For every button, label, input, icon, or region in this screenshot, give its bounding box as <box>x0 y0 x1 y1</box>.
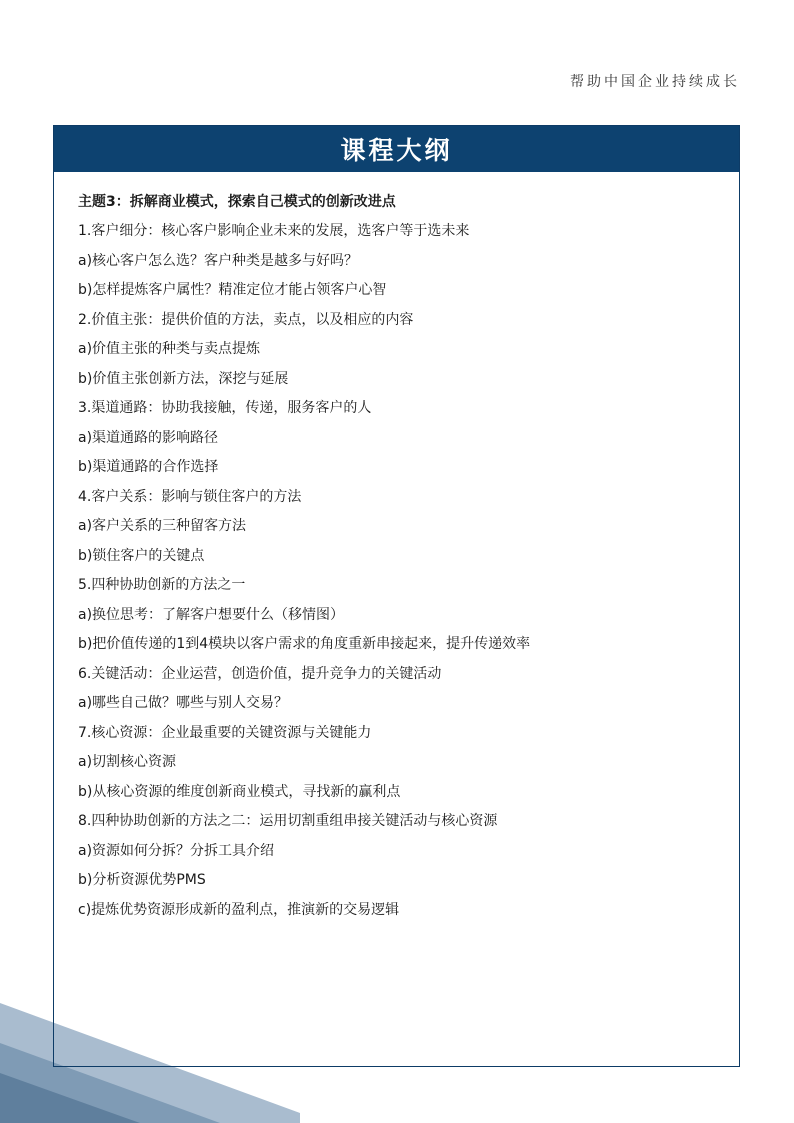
outline-line: b)锁住客户的关键点 <box>78 547 205 564</box>
outline-line: b)从核心资源的维度创新商业模式，寻找新的赢利点 <box>78 783 401 800</box>
page-tagline: 帮助中国企业持续成长 <box>570 74 740 90</box>
outline-line: b)渠道通路的合作选择 <box>78 459 219 475</box>
outline-line: a)客户关系的三种留客方法 <box>78 518 247 534</box>
outline-section <box>78 811 715 920</box>
outline-section <box>78 575 715 654</box>
outline-line: 1.客户细分：核心客户影响企业未来的发展，选客户等于选未来 <box>78 223 470 239</box>
card-header <box>54 126 739 172</box>
outline-section <box>78 723 715 802</box>
outline-line: b)分析资源优势PMS <box>78 872 206 888</box>
outline-line: 5.四种协助创新的方法之一 <box>78 577 246 593</box>
outline-line: 3.渠道通路：协助我接触，传递，服务客户的人 <box>78 400 372 416</box>
outline-line: a)哪些自己做？哪些与别人交易？ <box>78 695 289 711</box>
outline-section <box>78 487 715 566</box>
outline-line: a)核心客户怎么选？客户种类是越多与好吗？ <box>78 252 359 269</box>
outline-line: 7.核心资源：企业最重要的关键资源与关键能力 <box>78 724 372 741</box>
outline-line: a)换位思考：了解客户想要什么（移情图） <box>78 606 345 623</box>
outline-line: 2.价值主张：提供价值的方法，卖点，以及相应的内容 <box>78 311 414 328</box>
outline-line: 4.客户关系：影响与锁住客户的方法 <box>78 488 302 505</box>
outline-section <box>78 310 715 389</box>
outline-line: a)资源如何分拆？分拆工具介绍 <box>78 842 275 859</box>
outline-line: a)渠道通路的影响路径 <box>78 429 219 446</box>
outline-line: a)切割核心资源 <box>78 754 177 770</box>
outline-line: b)把价值传递的1到4模块以客户需求的角度重新串接起来，提升传递效率 <box>78 636 531 652</box>
outline-line: b)怎样提炼客户属性？精准定位才能占领客户心智 <box>78 282 387 298</box>
outline-line: b)价值主张创新方法，深挖与延展 <box>78 370 289 387</box>
topic-heading: 主题3：拆解商业模式，探索自己模式的创新改进点 <box>78 194 396 210</box>
card-content <box>54 172 739 920</box>
outline-line: c)提炼优势资源形成新的盈利点，推演新的交易逻辑 <box>78 901 400 918</box>
outline-section <box>78 664 715 714</box>
course-outline-card <box>53 125 740 1067</box>
outline-line: 8.四种协助创新的方法之二：运用切割重组串接关键活动与核心资源 <box>78 813 498 829</box>
card-title: 课程大纲 <box>340 136 453 165</box>
outline-line: 6.关键活动：企业运营，创造价值，提升竞争力的关键活动 <box>78 665 442 682</box>
outline-section <box>78 398 715 477</box>
outline-line: a)价值主张的种类与卖点提炼 <box>78 341 261 357</box>
outline-section <box>78 221 715 300</box>
